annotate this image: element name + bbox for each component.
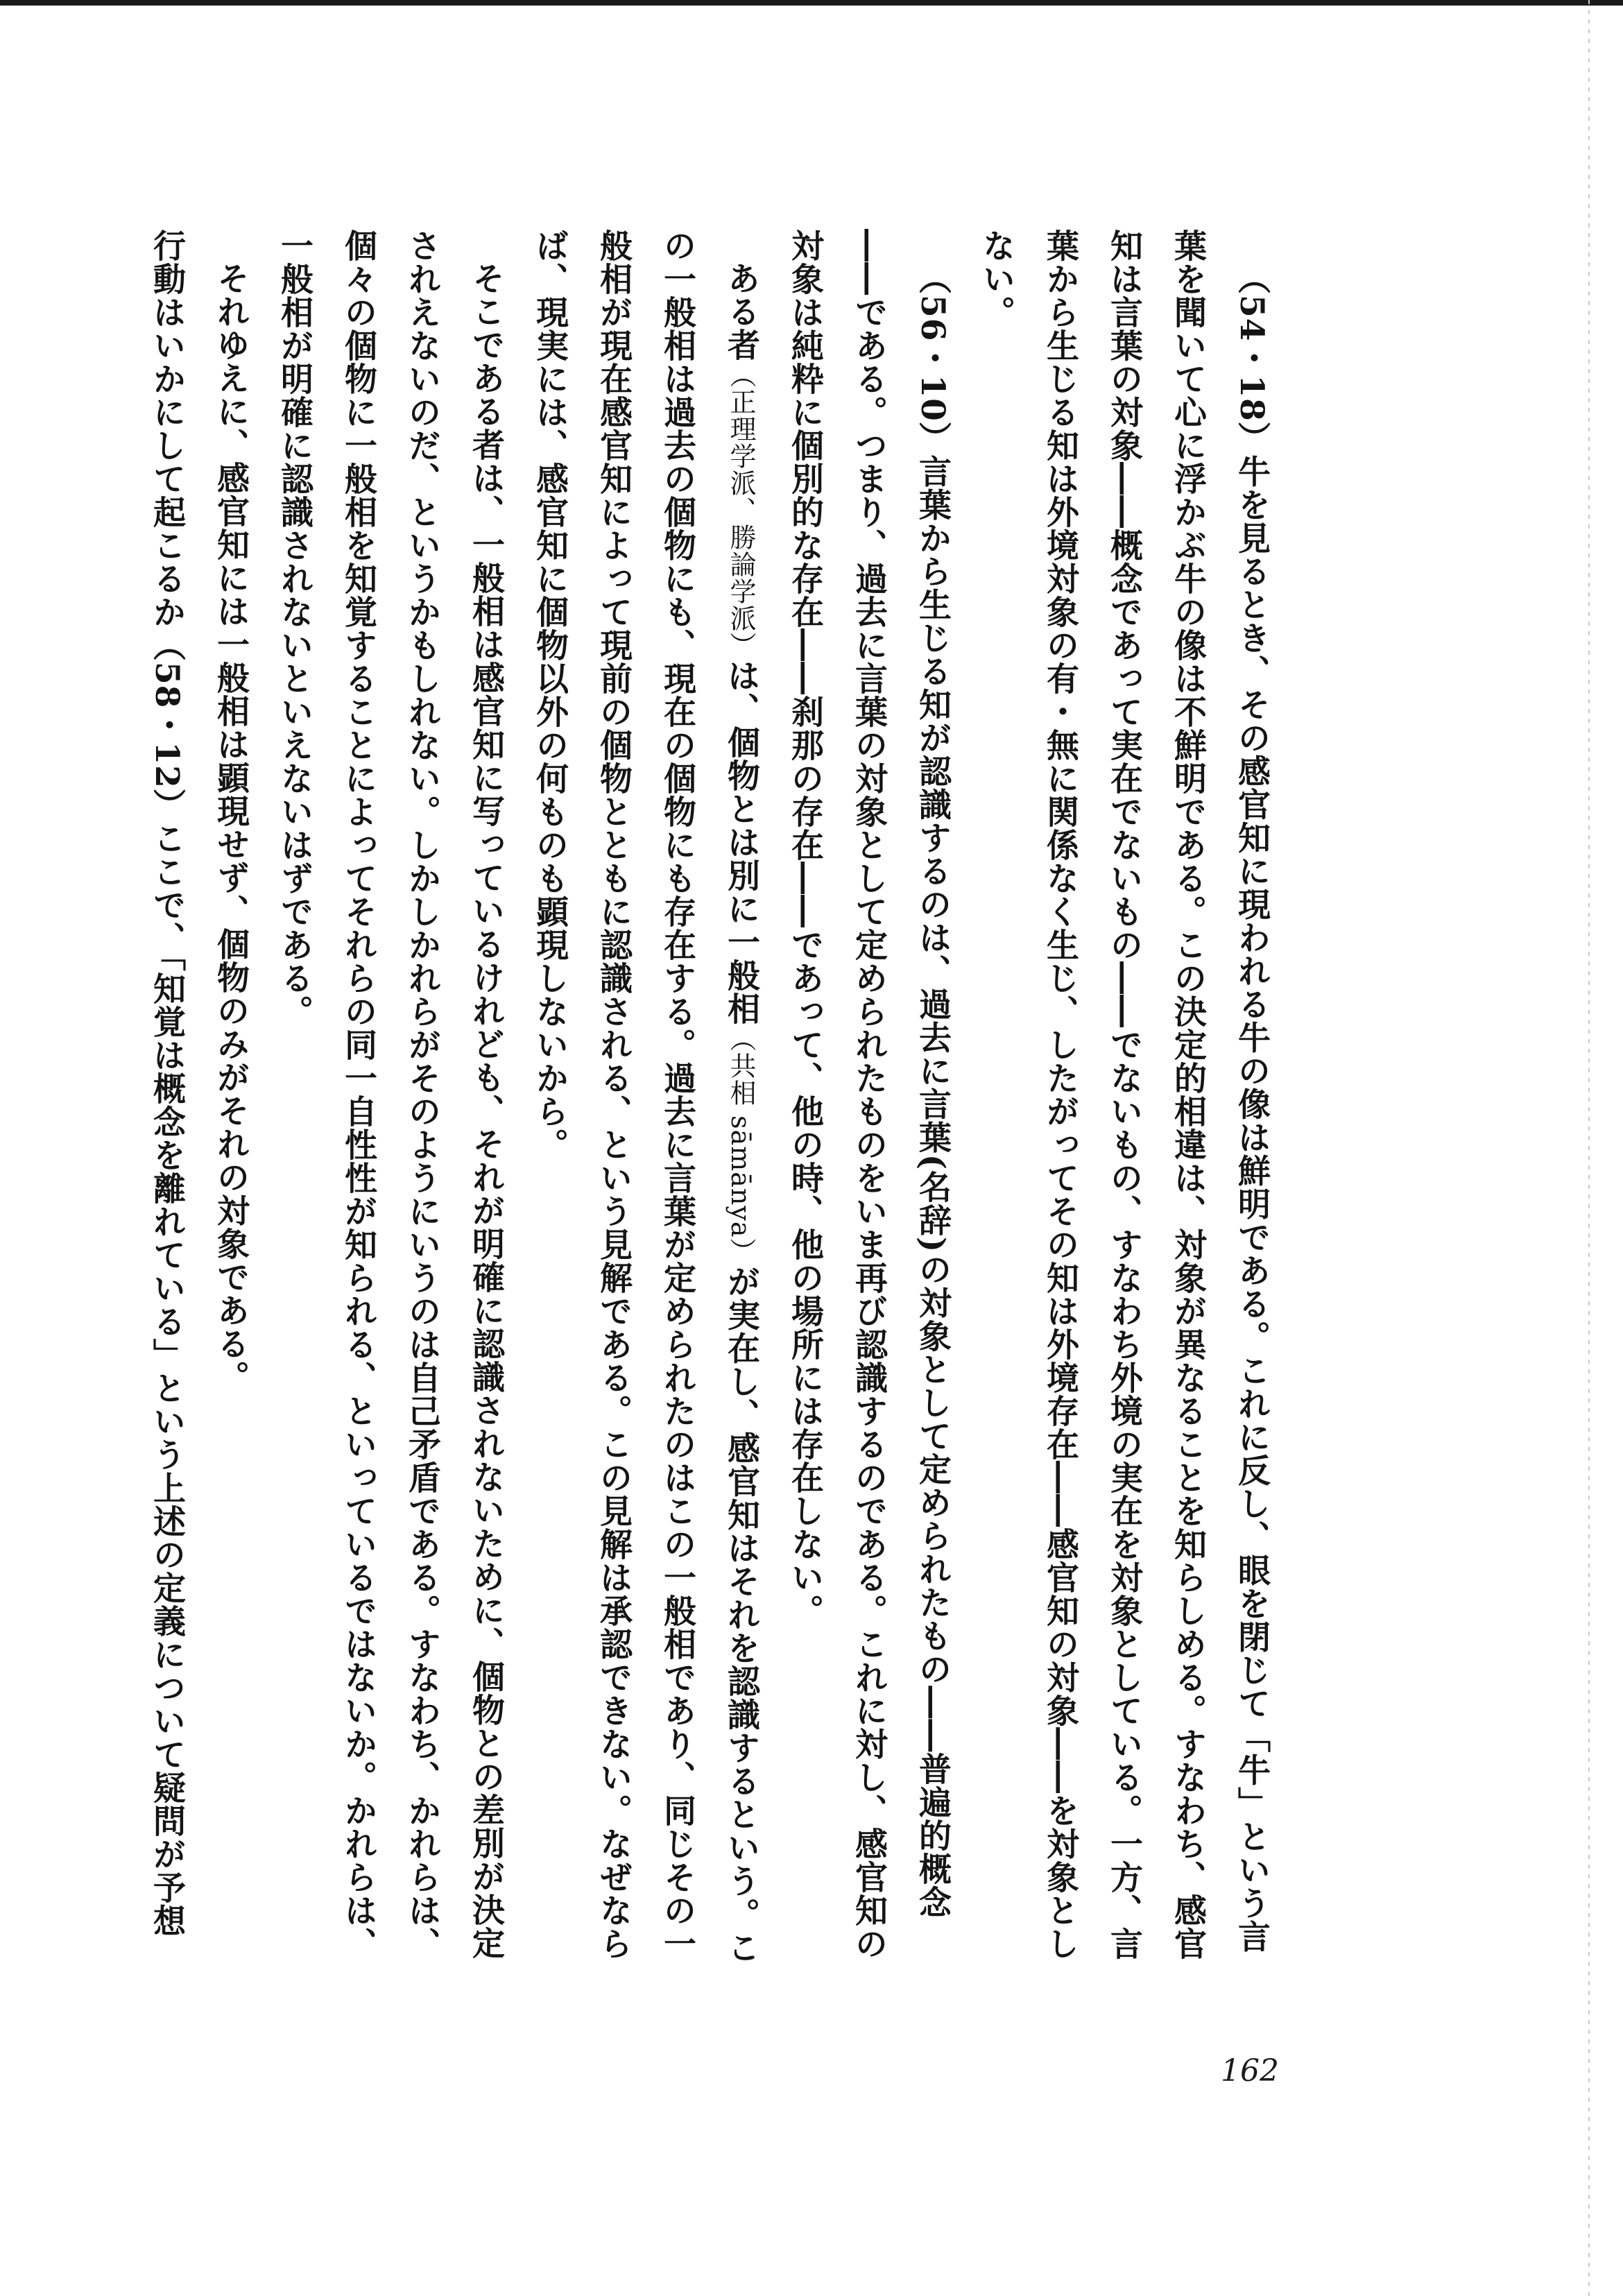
paragraph-4 — [262, 229, 517, 1977]
paragraph-text: 言葉から生じる知が認識するのは、過去に言葉(名辞)の対象として定められたもの――普遍的概念――である。つまり、過去に言葉の対象として定められたものをいま再び認識するのである。これに対し、感官知の対象は純粋に個別的な存在――刹那の存在――であって、他の時、他の場所には存在しない。 — [786, 229, 952, 1960]
citation: （54・18） — [1233, 262, 1271, 455]
paragraph-2 — [773, 229, 964, 1977]
paragraph-text: そこである者は、一般相は感官知に写っているけれども、それが明確に認識されないために、個物との差別が決定されえないのだ、というかもしれない。しかしかれらがそのようにいうのは自己矛盾である。すなわち、かれらは、個々の個物に一般相を知覚することによってそれらの同一自性性が知られる、といっているではないか。かれらは、一般相が明確に認識されないといえないはずである。 — [275, 229, 505, 1960]
paragraph-lead: ある者 — [722, 262, 760, 361]
scan-gutter-line — [1588, 0, 1590, 2296]
inline-note-sanskrit: （共相 sāmānya） — [725, 1025, 756, 1265]
paragraph-5 — [198, 229, 262, 1977]
citation: （58・12） — [148, 628, 186, 822]
inline-note: （正理学派、勝論学派） — [725, 361, 756, 659]
citation: （56・10） — [913, 262, 952, 455]
section-text: ここで、「知覚は概念を離れている」という上述の定義について疑問が予想 — [148, 821, 186, 1938]
top-border-rule — [0, 0, 1623, 6]
section-title: 行動はいかにして起こるか — [148, 229, 186, 628]
paragraph-1 — [964, 229, 1283, 1977]
page-number: 162 — [1221, 2053, 1279, 2089]
vertical-text-body — [148, 229, 1283, 1977]
paragraph-text: 牛を見るとき、その感官知に現われる牛の像は鮮明である。これに反し、眼を閉じて「牛」という言葉を聞いて心に浮かぶ牛の像は不鮮明である。この決定的相違は、対象が異なることを知らしめる。すなわち、感官知は言葉の対象――概念であって実在でないもの――でないもの、すなわち外境の実在を対象としている。一方、言葉から生じる知は外境対象の有・無に関係なく生じ、したがってその知は外境存在――感官知の対象――を対象としない。 — [977, 229, 1271, 1960]
paragraph-mid: は、個物とは別に一般相 — [722, 659, 760, 1025]
paragraph-text: それゆえに、感官知には一般相は顕現せず、個物のみがそれの対象である。 — [212, 262, 250, 1394]
paragraph-text: が実在し、感官知はそれを認識するという。この一般相は過去の個物にも、現在の個物にも存在する。過去に言葉が定められたのはこの一般相であり、同じその一般相が現在感官知によって現前の個物とともに認識される、という見解である。この見解は承認できない。なぜならば、現実には、感官知に個物以外の何ものも顕現しないから。 — [531, 229, 760, 1964]
paragraph-3 — [517, 229, 773, 1977]
section-heading — [135, 229, 198, 1977]
